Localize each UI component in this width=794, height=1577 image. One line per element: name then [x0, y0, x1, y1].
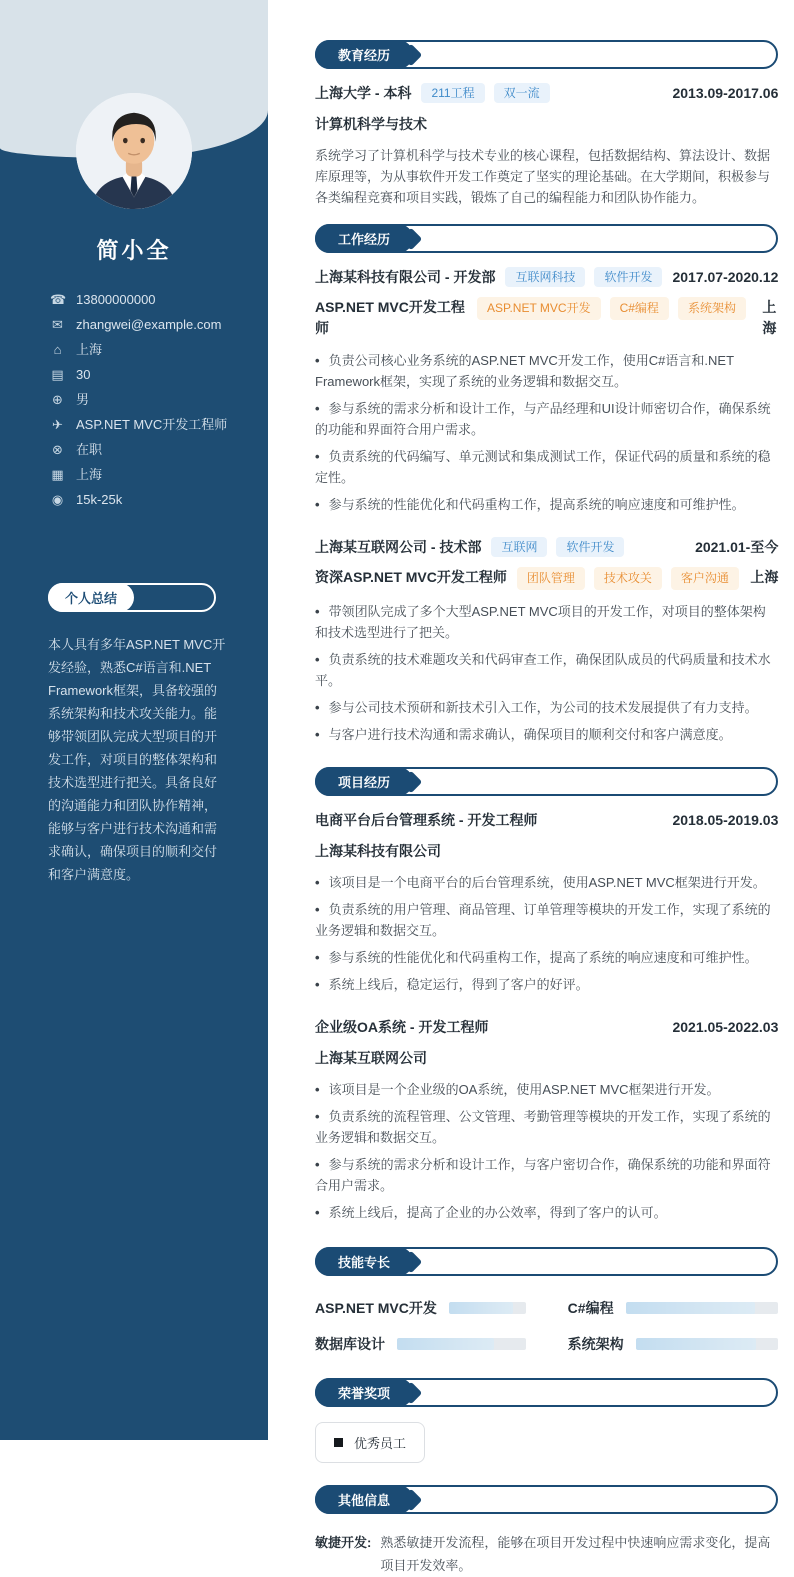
project-name: 电商平台后台管理系统 - 开发工程师	[315, 812, 538, 828]
work-location: 上海	[750, 569, 779, 585]
square-bullet-icon	[334, 1438, 343, 1447]
honor-badges	[315, 1422, 778, 1463]
work-bullet	[315, 398, 778, 440]
bullet-text: 负责系统的用户管理、商品管理、订单管理等模块的开发工作，实现了系统的业务逻辑和数据交互。	[315, 902, 771, 938]
contact-value: 上海	[76, 342, 103, 357]
contact-value: 在职	[76, 442, 103, 457]
summary-section-header	[48, 583, 216, 612]
company-tags	[491, 537, 624, 557]
phone-icon: ☎	[50, 292, 67, 307]
honors-section-header	[315, 1378, 778, 1407]
job-title: 资深ASP.NET MVC开发工程师	[315, 569, 507, 585]
project-bullet	[315, 1106, 778, 1148]
bullet-text: 参与公司技术预研和新技术引入工作，为公司的技术发展提供了有力支持。	[328, 700, 758, 715]
contact-value: ASP.NET MVC开发工程师	[76, 417, 228, 432]
skill-bar-fill	[636, 1338, 756, 1350]
age-icon: ▤	[51, 367, 64, 382]
project-entry	[315, 810, 778, 995]
bullet-text: 带领团队完成了多个大型ASP.NET MVC项目的开发工作，对项目的整体架构和技术选型进行了把关。	[315, 604, 766, 640]
bullet-dot-icon: •	[315, 950, 320, 965]
work-entries	[315, 267, 778, 745]
work-location: 上海	[762, 299, 777, 336]
avatar-portrait-illustration	[76, 93, 192, 209]
skill-name: 数据库设计	[315, 1336, 385, 1352]
project-bullet	[315, 872, 778, 893]
job-title: ASP.NET MVC开发工程师	[315, 299, 465, 336]
skill-bar	[626, 1302, 779, 1314]
skill-name: C#编程	[567, 1300, 614, 1316]
job-skill-tag: 客户沟通	[671, 567, 739, 590]
job-title-icon: ✈	[52, 417, 63, 432]
project-name: 企业级OA系统 - 开发工程师	[315, 1019, 489, 1035]
bullet-text: 该项目是一个电商平台的后台管理系统，使用ASP.NET MVC框架进行开发。	[328, 875, 766, 890]
work-bullets	[315, 601, 778, 745]
work-bullets	[315, 350, 778, 515]
skill-bar	[636, 1338, 779, 1350]
honor-label: 优秀员工	[354, 1436, 407, 1451]
summary-section-title: 个人总结	[48, 583, 134, 612]
skill-grid	[315, 1298, 778, 1354]
salary-icon: ◉	[51, 492, 64, 507]
work-bullet	[315, 724, 778, 745]
other-info-label: 敏捷开发:	[315, 1535, 372, 1550]
project-entries	[315, 810, 778, 1223]
bullet-dot-icon: •	[315, 977, 320, 992]
bullet-text: 参与系统的需求分析和设计工作，与产品经理和UI设计师密切合作，确保系统的功能和界面符合用户需求。	[315, 401, 771, 437]
education-section-header	[315, 40, 778, 69]
skills-section-title: 技能专长	[315, 1247, 413, 1276]
work-bullet	[315, 601, 778, 643]
bullet-dot-icon: •	[315, 1157, 320, 1172]
sidebar	[0, 0, 268, 1440]
bullet-dot-icon: •	[315, 1109, 320, 1124]
project-company: 上海某互联网公司	[315, 1050, 427, 1066]
company-tag: 软件开发	[594, 267, 662, 287]
contact-item	[50, 492, 250, 507]
resume-main	[268, 0, 794, 1573]
bullet-text: 参与系统的需求分析和设计工作，与客户密切合作，确保系统的功能和界面符合用户需求。	[315, 1157, 771, 1193]
contact-list	[50, 292, 250, 507]
home-icon: ⌂	[53, 342, 62, 357]
skill-item	[315, 1334, 526, 1354]
project-bullet	[315, 899, 778, 941]
company-tags	[505, 267, 662, 287]
job-skill-tag: 系统架构	[678, 297, 746, 320]
bullet-text: 该项目是一个企业级的OA系统，使用ASP.NET MVC框架进行开发。	[328, 1082, 720, 1097]
project-bullets	[315, 1079, 778, 1223]
project-date: 2021.05-2022.03	[672, 1019, 779, 1035]
school-tag: 211工程	[421, 83, 484, 103]
contact-item	[50, 367, 250, 382]
work-company-row	[315, 267, 778, 287]
section-education	[315, 40, 778, 208]
project-bullet	[315, 1154, 778, 1196]
status-icon: ⊗	[52, 442, 63, 457]
project-title-row	[315, 810, 778, 830]
work-date: 2021.01-至今	[695, 539, 779, 555]
education-description: 系统学习了计算机科学与技术专业的核心课程，包括数据结构、算法设计、数据库原理等，为从事软件开发工作奠定了坚实的理论基础。在大学期间，积极参与各类编程竞赛和项目实践，锻炼了自己的编程能力和团队协作能力。	[315, 148, 771, 205]
education-date: 2013.09-2017.06	[672, 85, 779, 101]
skill-item	[568, 1298, 779, 1318]
project-bullet	[315, 974, 778, 995]
bullet-dot-icon: •	[315, 700, 320, 715]
section-projects	[315, 767, 778, 1223]
work-date: 2017.07-2020.12	[672, 269, 779, 285]
work-bullet	[315, 649, 778, 691]
bullet-text: 负责公司核心业务系统的ASP.NET MVC开发工作，使用C#语言和.NET Framework框架，实现了系统的业务逻辑和数据交互。	[315, 353, 734, 389]
contact-item	[50, 292, 250, 307]
email-icon: ✉	[52, 317, 63, 332]
skill-bar-fill	[449, 1302, 513, 1314]
honor-badge	[315, 1422, 425, 1463]
company-tag: 软件开发	[556, 537, 624, 557]
company-name: 上海某科技有限公司 - 开发部	[315, 269, 496, 285]
bullet-text: 负责系统的代码编写、单元测试和集成测试工作，保证代码的质量和系统的稳定性。	[315, 449, 771, 485]
bullet-dot-icon: •	[315, 604, 320, 619]
job-skill-tag: 技术攻关	[594, 567, 662, 590]
work-bullet	[315, 494, 778, 515]
section-other	[315, 1485, 778, 1577]
contact-value: 13800000000	[76, 292, 156, 307]
work-section-title: 工作经历	[315, 224, 413, 253]
projects-section-title: 项目经历	[315, 767, 413, 796]
contact-value: 男	[76, 392, 90, 407]
contact-item	[50, 442, 250, 457]
bullet-text: 系统上线后，稳定运行，得到了客户的好评。	[328, 977, 589, 992]
school-tag: 双一流	[494, 83, 550, 103]
bullet-text: 参与系统的性能优化和代码重构工作，提高了系统的响应速度和可维护性。	[328, 950, 758, 965]
avatar	[76, 93, 192, 209]
bullet-dot-icon: •	[315, 727, 320, 742]
education-entry-row	[315, 83, 778, 103]
job-skill-tags	[517, 567, 740, 590]
major-name: 计算机科学与技术	[315, 116, 427, 132]
skill-item	[568, 1334, 779, 1354]
skill-name: 系统架构	[567, 1336, 624, 1352]
education-section-title: 教育经历	[315, 40, 413, 69]
company-name: 上海某互联网公司 - 技术部	[315, 539, 482, 555]
project-date: 2018.05-2019.03	[672, 812, 779, 828]
work-entry	[315, 537, 778, 745]
bullet-text: 系统上线后，提高了企业的办公效率，得到了客户的认可。	[328, 1205, 667, 1220]
skill-bar	[397, 1338, 526, 1350]
other-info-text: 熟悉敏捷开发流程，能够在项目开发过程中快速响应需求变化，提高项目开发效率。	[380, 1535, 771, 1573]
contact-value: 上海	[76, 467, 103, 482]
bullet-dot-icon: •	[315, 497, 320, 512]
company-tag: 互联网科技	[505, 267, 585, 287]
school-tags	[421, 83, 549, 103]
bullet-dot-icon: •	[315, 652, 320, 667]
skill-bar-fill	[397, 1338, 494, 1350]
project-company: 上海某科技有限公司	[315, 843, 441, 859]
contact-item	[50, 342, 250, 357]
company-tag: 互联网	[491, 537, 547, 557]
projects-section-header	[315, 767, 778, 796]
candidate-name: 简小全	[96, 238, 172, 263]
skills-section-header	[315, 1247, 778, 1276]
project-bullet	[315, 947, 778, 968]
gender-icon: ⊕	[52, 392, 63, 407]
project-title-row	[315, 1017, 778, 1037]
other-info-line	[315, 1531, 778, 1577]
bullet-dot-icon: •	[315, 902, 320, 917]
job-skill-tag: ASP.NET MVC开发	[477, 297, 601, 320]
section-honors	[315, 1378, 778, 1463]
skill-item	[315, 1298, 526, 1318]
bullet-dot-icon: •	[315, 449, 320, 464]
project-bullet	[315, 1079, 778, 1100]
contact-item	[50, 392, 250, 407]
project-bullet	[315, 1202, 778, 1223]
bullet-dot-icon: •	[315, 401, 320, 416]
city-icon: ▦	[51, 467, 64, 482]
other-section-title: 其他信息	[315, 1485, 413, 1514]
work-bullet	[315, 697, 778, 718]
work-company-row	[315, 537, 778, 557]
bullet-dot-icon: •	[315, 353, 320, 368]
work-entry	[315, 267, 778, 515]
bullet-dot-icon: •	[315, 1082, 320, 1097]
job-skill-tag: 团队管理	[517, 567, 585, 590]
other-section-header	[315, 1485, 778, 1514]
skill-name: ASP.NET MVC开发	[315, 1300, 437, 1316]
work-bullet	[315, 350, 778, 392]
job-skill-tags	[477, 297, 752, 320]
contact-item	[50, 467, 250, 482]
project-entry	[315, 1017, 778, 1223]
contact-value: 15k-25k	[76, 492, 123, 507]
skill-bar-fill	[626, 1302, 756, 1314]
contact-value: 30	[76, 367, 91, 382]
bullet-text: 负责系统的流程管理、公文管理、考勤管理等模块的开发工作，实现了系统的业务逻辑和数据交互。	[315, 1109, 771, 1145]
contact-item	[50, 317, 250, 332]
work-title-row	[315, 297, 778, 339]
school-name: 上海大学 - 本科	[315, 85, 412, 101]
honors-section-title: 荣誉奖项	[315, 1378, 413, 1407]
summary-text: 本人具有多年ASP.NET MVC开发经验，熟悉C#语言和.NET Framework框架，具备较强的系统架构和技术攻关能力。能够带领团队完成大型项目的开发工作，对项目的整体架构和技术选型进行把关。具备良好的沟通能力和团队协作精神，能够与客户进行技术沟通和需求确认，确保项目的顺利交付和客户满意度。	[48, 637, 226, 882]
bullet-dot-icon: •	[315, 875, 320, 890]
project-bullets	[315, 872, 778, 995]
bullet-text: 负责系统的技术难题攻关和代码审查工作，确保团队成员的代码质量和技术水平。	[315, 652, 771, 688]
job-skill-tag: C#编程	[610, 297, 669, 320]
bullet-text: 参与系统的性能优化和代码重构工作，提高系统的响应速度和可维护性。	[328, 497, 745, 512]
work-section-header	[315, 224, 778, 253]
contact-item	[50, 417, 250, 432]
bullet-text: 与客户进行技术沟通和需求确认，确保项目的顺利交付和客户满意度。	[328, 727, 732, 742]
work-title-row	[315, 567, 778, 590]
contact-value: zhangwei@example.com	[76, 317, 222, 332]
bullet-dot-icon: •	[315, 1205, 320, 1220]
section-work	[315, 224, 778, 745]
work-bullet	[315, 446, 778, 488]
section-skills	[315, 1247, 778, 1354]
skill-bar	[449, 1302, 526, 1314]
